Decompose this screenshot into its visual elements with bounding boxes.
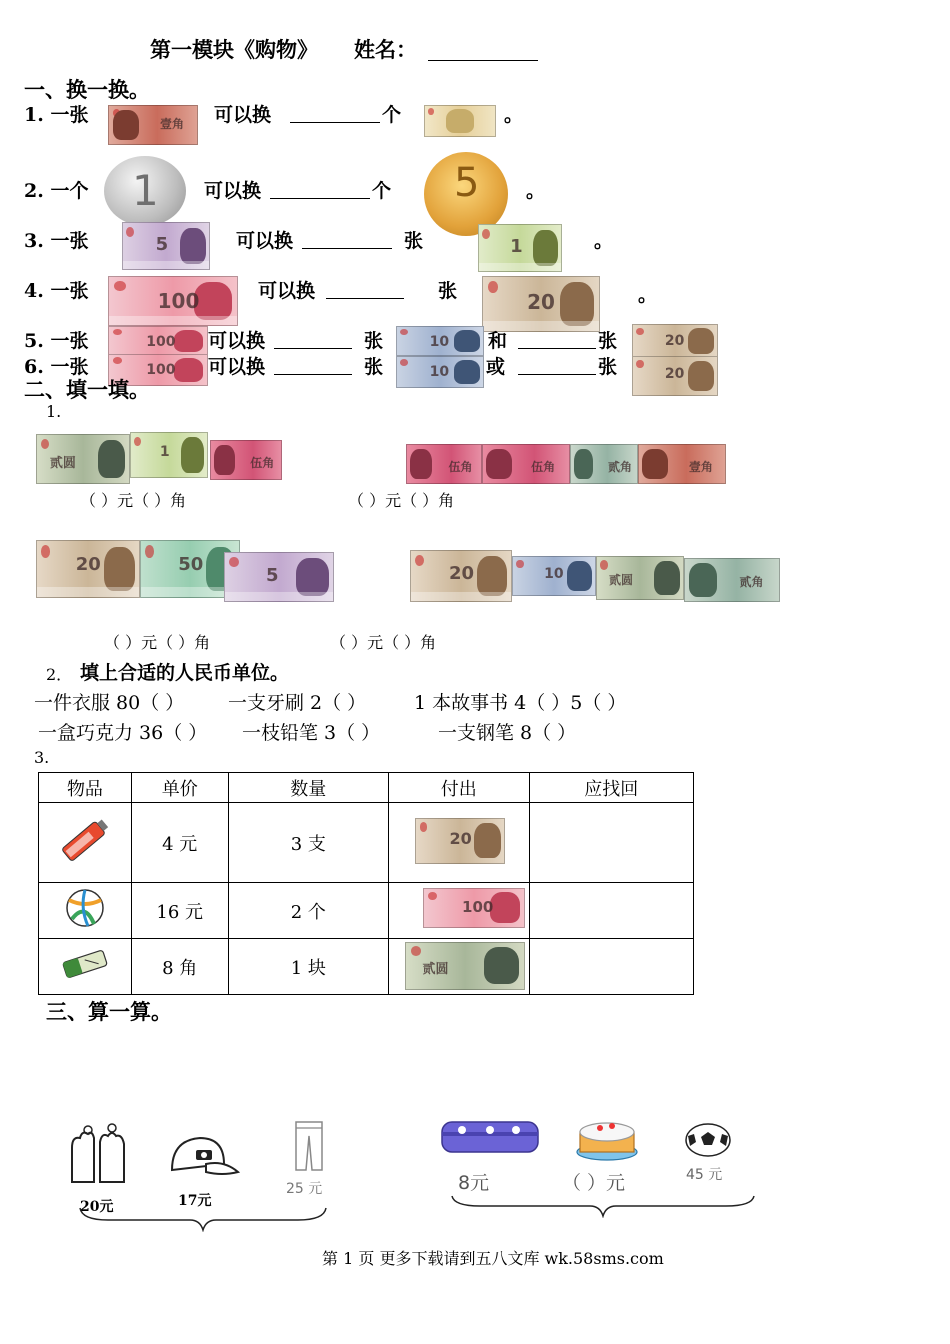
cake-price: （ ）元 [562,1172,626,1194]
q4-end: 。 [638,284,658,306]
price-cell: 4 元 [131,803,228,883]
q2-lead-text: 2. 一个 [24,180,89,202]
q6-answer-blank-1[interactable] [274,356,352,375]
header-qty: 数量 [228,773,388,803]
q4-lead: 4. 一张 [24,280,89,302]
one-jiao-note: 壹角 [108,105,198,145]
section1-title: 一、换一换。 [24,77,150,102]
q4-unit: 张 [438,280,458,302]
qty-cell: 3 支 [228,803,388,883]
page-footer: 第 1 页 更多下载请到五八文库 wk.58sms.com [322,1249,664,1268]
item-cell [39,803,132,883]
q5-answer-blank-2[interactable] [518,330,596,349]
five-jiao-note: 伍角 [406,444,482,484]
unit-item-chocolate[interactable]: 一盒巧克力 36（ ） [38,722,208,744]
q3-end: 。 [594,230,614,252]
q2-mid: 可以换 [204,180,262,202]
table-row [39,883,694,939]
header-paid: 付出 [389,773,530,803]
answer-blank-b[interactable]: （ ）元（ ）角 [348,491,455,510]
q6-mid: 可以换 [208,356,266,378]
q6-answer-blank-2[interactable] [518,356,596,375]
section3-title: 三、算一算。 [46,999,172,1024]
qty-cell: 1 块 [228,939,388,995]
price-cell: 16 元 [131,883,228,939]
five-yuan-note: 5 [224,552,334,602]
cap-price: 17元 [178,1193,212,1209]
cap-icon [166,1132,240,1184]
twenty-yuan-note: 20 [632,324,718,358]
hundred-yuan-note: 100 [108,276,238,326]
qty-cell: 2 个 [228,883,388,939]
hundred-yuan-note: 100 [423,888,525,928]
q2-label: 2． [46,665,73,684]
ten-yuan-note: 10 [396,356,484,388]
paid-cell [389,883,530,939]
q6-or: 或 [486,356,506,378]
q5-unit-1: 张 [364,330,384,352]
header-change: 应找回 [529,773,693,803]
q5-answer-blank-1[interactable] [274,330,352,349]
price-cell: 8 角 [131,939,228,995]
fifty-yuan-note: 50 [140,540,240,598]
one-yuan-coin: 1 [104,156,186,226]
one-jiao-note: 壹角 [638,444,726,484]
q6-lead: 6. 一张 [24,356,89,378]
q1-label: 1. [46,402,62,421]
shopping-table [38,772,694,995]
q4-answer-blank[interactable] [326,280,404,299]
q6-unit-1: 张 [364,356,384,378]
q3-mid: 可以换 [236,230,294,252]
q1-end: 。 [504,104,524,126]
section2-title: 二、填一填。 [24,377,150,402]
five-jiao-note: 伍角 [482,444,570,484]
pencil-case-icon [440,1118,540,1156]
cake-icon [572,1112,642,1164]
ten-yuan-note: 10 [512,556,596,596]
answer-blank-d[interactable]: （ ）元（ ）角 [330,633,437,652]
soccer-ball-icon [684,1122,732,1158]
one-fen-note [424,105,496,137]
two-jiao-note: 贰角 [684,558,780,602]
unit-item-toothbrush[interactable]: 一支牙刷 2（ ） [228,692,367,714]
answer-blank-c[interactable]: （ ）元（ ）角 [104,633,211,652]
q2-title: 填上合适的人民币单位。 [80,662,290,684]
one-yuan-note: 1 [130,432,208,478]
q3-unit: 张 [404,230,424,252]
table-row [39,939,694,995]
q5-mid: 可以换 [208,330,266,352]
q2-unit: 个 [372,180,392,202]
pants-icon [292,1120,326,1172]
twenty-yuan-note: 20 [415,818,505,864]
q3-lead: 3. 一张 [24,230,89,252]
unit-item-pencil[interactable]: 一枝铅笔 3（ ） [242,722,381,744]
five-yuan-note: 5 [122,222,210,270]
q5-and: 和 [488,330,508,352]
soccer-ball-price: 45 元 [686,1167,723,1183]
pencil-case-price: 8元 [458,1172,490,1194]
toothpaste-icon [55,812,115,868]
twenty-yuan-note: 20 [410,550,512,602]
unit-item-clothes[interactable]: 一件衣服 80（ ） [34,692,185,714]
change-cell[interactable] [529,883,693,939]
q3-label: 3. [34,748,50,767]
unit-item-pen[interactable]: 一支钢笔 8（ ） [438,722,577,744]
ball-icon [60,886,110,930]
q1-mid: 可以换 [214,104,272,126]
q1-answer-blank[interactable] [290,104,380,123]
two-yuan-note: 贰圆 [405,942,525,990]
item-cell [39,939,132,995]
five-jiao-coin: 5 [424,152,508,236]
q6-unit-2: 张 [598,356,618,378]
item-cell [39,883,132,939]
q4-mid: 可以换 [258,280,316,302]
two-yuan-note: 贰圆 [36,434,130,484]
change-cell[interactable] [529,939,693,995]
twenty-yuan-note: 20 [36,540,140,598]
five-jiao-note: 伍角 [210,440,282,480]
q1-lead: 1. 一张 [24,104,89,126]
paid-cell [389,803,530,883]
name-input[interactable] [428,40,538,61]
hundred-yuan-note: 100 [108,354,208,386]
twenty-yuan-note: 20 [482,276,600,332]
q5-unit-2: 张 [598,330,618,352]
q2-answer-blank[interactable] [270,180,370,199]
two-yuan-note: 贰圆 [596,556,684,600]
unit-item-storybook[interactable]: 1 本故事书 4（ ）5（ ） [414,692,627,714]
name-label: 姓名： [354,37,417,62]
worksheet-title: 第一模块《购物》 [150,37,318,62]
pants-price: 25 元 [286,1181,323,1197]
twenty-yuan-note: 20 [632,356,718,396]
paid-cell [389,939,530,995]
two-jiao-note: 贰角 [570,444,638,484]
group1-brace [78,1206,328,1232]
q3-answer-blank[interactable] [302,230,392,249]
one-yuan-note: 1 [478,224,562,272]
q1-unit: 个 [382,104,402,126]
q5-lead: 5. 一张 [24,330,89,352]
gloves-price: 20元 [80,1199,114,1215]
change-cell[interactable] [529,803,693,883]
eraser-icon [58,944,112,984]
header-item: 物品 [39,773,132,803]
table-row [39,803,694,883]
gloves-icon [64,1122,132,1192]
ten-yuan-note: 10 [396,326,484,356]
header-price: 单价 [131,773,228,803]
hundred-yuan-note: 100 [108,326,208,356]
q2-end: 。 [526,180,546,202]
answer-blank-a[interactable]: （ ）元（ ）角 [80,491,187,510]
group2-brace [450,1194,756,1218]
